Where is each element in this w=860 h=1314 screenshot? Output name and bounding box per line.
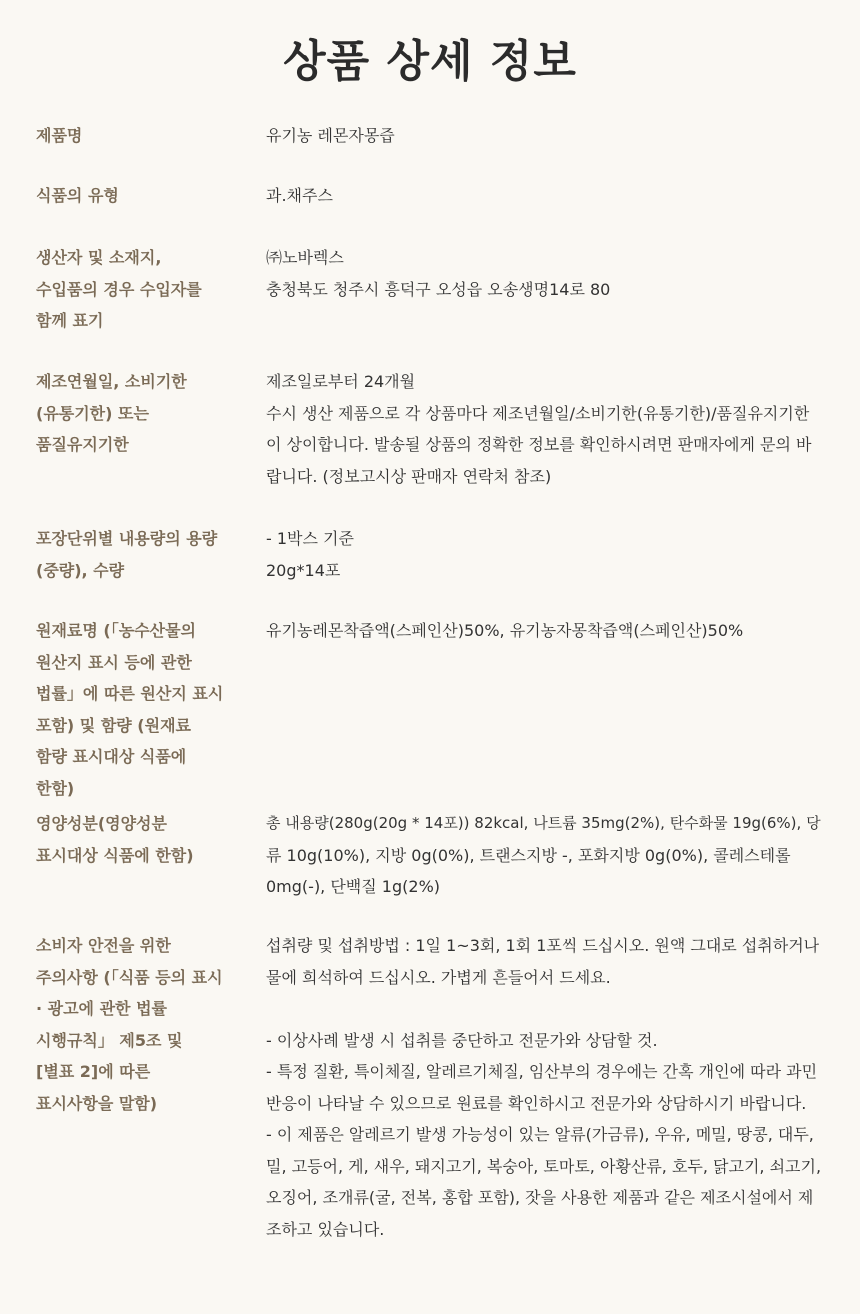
value-line: - 1박스 기준 — [266, 529, 354, 548]
row-value — [266, 615, 814, 647]
row-value — [266, 808, 821, 903]
value-line: 섭취량 및 섭취방법 : 1일 1~3회, 1회 1포씩 드십시오. 원액 그대로 섭취하거나 — [266, 936, 820, 955]
value-line: 유기농레몬착즙액(스페인산)50%, 유기농자몽착즙액(스페인산)50% — [266, 621, 744, 640]
value-line: 20g*14포 — [266, 560, 341, 580]
row-value — [266, 180, 814, 212]
value-line: 반응이 나타날 수 있으므로 원료를 확인하시고 전문가와 상담하시기 바랍니다. — [266, 1093, 807, 1113]
row-value — [266, 366, 814, 492]
row-label: 제품명 — [36, 126, 83, 145]
value-line: ㈜노바렉스 — [266, 248, 344, 267]
row-label: 영양성분(영양성분 표시대상 식품에 한함) — [36, 814, 194, 865]
value-line: - 이상사례 발생 시 섭취를 중단하고 전문가와 상담할 것. — [266, 1030, 658, 1050]
value-line: - 특정 질환, 특이체질, 알레르기체질, 임산부의 경우에는 간혹 개인에 따라 과민 — [266, 1062, 818, 1081]
row-label: 소비자 안전을 위한 주의사항 (「식품 등의 표시 · 광고에 관한 법률 시행규칙」 제5조 및 [별표 2]에 따른 표시사항을 말함) — [36, 936, 223, 1113]
value-line: 총 내용량(280g(20g * 14포)) 82kcal, 나트륨 35mg(2%), 탄수화물 19g(6%), 당 — [266, 814, 821, 832]
value-line: 밀, 고등어, 게, 새우, 돼지고기, 복숭아, 토마토, 아황산류, 호두, 닭고기, 쇠고기, — [266, 1156, 822, 1176]
value-line: 충청북도 청주시 흥덕구 오성읍 오송생명14로 80 — [266, 279, 611, 299]
value-line: 랍니다. (정보고시상 판매자 연락처 참조) — [266, 466, 552, 486]
value-line: 제조일로부터 24개월 — [266, 372, 416, 391]
value-line: - 이 제품은 알레르기 발생 가능성이 있는 알류(가금류), 우유, 메밀, 땅콩, 대두, — [266, 1125, 814, 1144]
value-line: 과.채주스 — [266, 186, 333, 205]
row-label: 원재료명 (「농수산물의 원산지 표시 등에 관한 법률」에 따른 원산지 표시 포함) 및 함량 (원재료 함량 표시대상 식품에 한함) — [36, 621, 224, 798]
blank-line — [266, 993, 814, 1025]
row-value — [266, 930, 822, 1245]
value-line: 류 10g(10%), 지방 0g(0%), 트랜스지방 -, 포화지방 0g(0%), 콜레스테롤 — [266, 845, 791, 865]
row-label: 제조연월일, 소비기한(유통기한) 또는 품질유지기한 — [36, 372, 187, 454]
row-label: 생산자 및 소재지, 수입품의 경우 수입자를 함께 표기 — [36, 248, 202, 330]
value-line: 오징어, 조개류(굴, 전복, 홍합 포함), 잣을 사용한 제품과 같은 제조시설에서 제 — [266, 1188, 814, 1207]
row-value — [266, 523, 814, 586]
value-line: 유기농 레몬자몽즙 — [266, 126, 395, 145]
row-value — [266, 242, 814, 305]
page-title: 상품 상세 정보 — [283, 36, 577, 87]
row-label: 포장단위별 내용량의 용량(중량), 수량 — [36, 529, 218, 580]
row-label: 식품의 유형 — [36, 186, 119, 205]
value-line: 수시 생산 제품으로 각 상품마다 제조년월일/소비기한(유통기한)/품질유지기한 — [266, 403, 810, 423]
value-line: 이 상이합니다. 발송될 상품의 정확한 정보를 확인하시려면 판매자에게 문의 바 — [266, 435, 812, 454]
value-line: 0mg(-), 단백질 1g(2%) — [266, 877, 441, 896]
row-value — [266, 120, 814, 152]
value-line: 물에 희석하여 드십시오. 가볍게 흔들어서 드세요. — [266, 967, 611, 987]
value-line: 조하고 있습니다. — [266, 1219, 385, 1239]
